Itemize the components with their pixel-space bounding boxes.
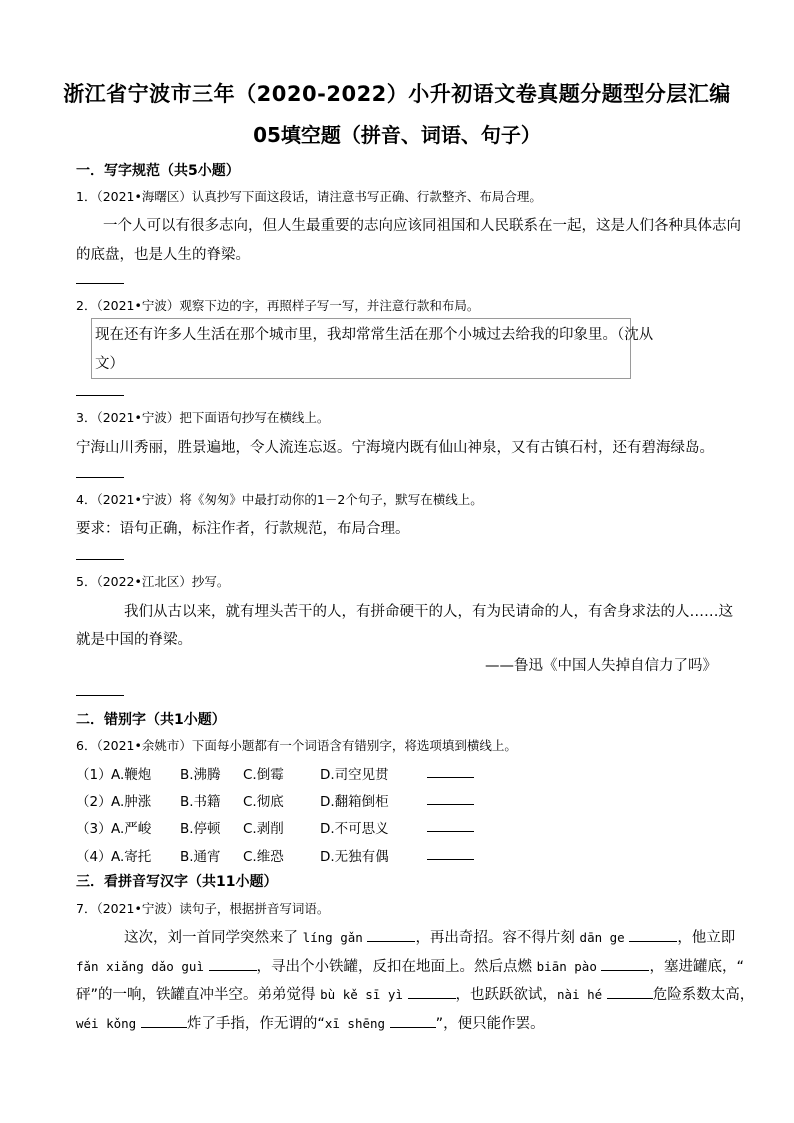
q7-line3-text-c: 危险系数太高，: [652, 987, 755, 1003]
q7-blank-3[interactable]: [209, 958, 257, 971]
question-1-text-line1: 一个人可以有很多志向，但人生最重要的志向应该同祖国和人民联系在一起，这是人们各种具体志向: [103, 218, 741, 234]
question-5-stem: 5．（2022•江北区）抄写。: [76, 574, 230, 589]
q7-pinyin-2: dān ge: [579, 930, 625, 945]
q7-pinyin-7: wéi kǒng: [76, 1016, 137, 1031]
question-4-stem: 4．（2021•宁波）将《匆匆》中最打动你的1－2个句子，默写在横线上。: [76, 492, 483, 507]
q7-blank-6[interactable]: [607, 986, 653, 999]
q6-row-4-option-a: A.寄托: [111, 849, 152, 865]
q6-row-1-answer-line[interactable]: [427, 777, 474, 778]
q7-line4-text-b: ”，便只能作罢。: [435, 1016, 545, 1032]
q7-line2-text-b: ，塞进罐底，“: [649, 959, 744, 975]
q6-row-4-answer-line[interactable]: [427, 859, 474, 860]
q7-pinyin-3: fǎn xiǎng dǎo guì: [76, 959, 204, 974]
q6-row-3-option-c: C.剥削: [243, 821, 284, 837]
question-7-line1: [124, 926, 735, 947]
q6-row-4-option-b: B.通宵: [180, 849, 221, 865]
question-1-answer-line[interactable]: [76, 283, 124, 284]
q7-line3-text-b: ，也跃跃欲试，: [455, 987, 558, 1003]
question-6-stem: 6．（2021•余姚市）下面每小题都有一个词语含有错别字，将选项填到横线上。: [76, 738, 517, 753]
q6-row-1-option-d: D.司空见贯: [320, 767, 389, 783]
question-5-source: ——鲁迅《中国人失掉自信力了吗》: [485, 658, 717, 674]
q7-line1-text-b: ，再出奇招。容不得片刻: [415, 930, 580, 946]
section-heading-writing: 一．写字规范（共5小题）: [76, 163, 240, 179]
q7-blank-7[interactable]: [141, 1015, 187, 1028]
section-heading-pinyin: 三．看拼音写汉字（共11小题）: [76, 874, 278, 890]
q6-row-2-option-d: D.翻箱倒柜: [320, 794, 389, 810]
q7-pinyin-4: biān pào: [536, 959, 597, 974]
q6-row-3-number: （3）: [76, 821, 112, 837]
q6-row-3-option-a: A.严峻: [111, 821, 152, 837]
q7-line2-text-a: ，寻出个小铁罐，反扣在地面上。然后点燃: [256, 959, 537, 975]
question-2-answer-line[interactable]: [76, 395, 124, 396]
q7-blank-4[interactable]: [601, 958, 649, 971]
question-2-sample-box: [91, 318, 654, 379]
q6-row-3-option-b: B.停顿: [180, 821, 221, 837]
question-7-line3: [76, 983, 754, 1004]
q7-blank-8[interactable]: [390, 1015, 436, 1028]
q6-row-1-option-c: C.倒霉: [243, 767, 284, 783]
document-subtitle: 05填空题（拼音、词语、句子）: [253, 123, 541, 147]
q7-pinyin-5: bù kě sī yì: [320, 987, 403, 1002]
q7-blank-2[interactable]: [629, 929, 677, 942]
q6-row-2-option-b: B.书籍: [180, 794, 221, 810]
question-1-stem: 1．（2021•海曙区）认真抄写下面这段话，请注意书写正确、行款整齐、布局合理。: [76, 189, 542, 204]
question-7-line2: [76, 955, 744, 976]
q6-row-3-option-d: D.不可思义: [320, 821, 389, 837]
question-2-stem: 2．（2021•宁波）观察下边的字，再照样子写一写，并注意行款和布局。: [76, 298, 480, 313]
question-2-box-line1: 现在还有许多人生活在那个城市里，我却常常生活在那个小城过去给我的印象里。（沈从: [95, 327, 654, 343]
question-5-text-line2: 就是中国的脊梁。: [76, 632, 192, 648]
q6-row-3-answer-line[interactable]: [427, 831, 474, 832]
q6-row-1-number: （1）: [76, 767, 112, 783]
q6-row-2-answer-line[interactable]: [427, 804, 474, 805]
q7-blank-1[interactable]: [367, 929, 415, 942]
q6-row-2-option-a: A.肿涨: [111, 794, 152, 810]
question-7-stem: 7．（2021•宁波）读句子，根据拼音写词语。: [76, 901, 330, 916]
q7-line3-text-a: 砰”的一响，铁罐直冲半空。弟弟觉得: [76, 987, 321, 1003]
q7-blank-5[interactable]: [408, 986, 456, 999]
question-3-text: 宁海山川秀丽，胜景遍地，令人流连忘返。宁海境内既有仙山神泉，又有古镇石村，还有碧海绿岛。: [76, 440, 714, 456]
question-3-answer-line[interactable]: [76, 477, 124, 478]
question-1-text-line2: 的底盘，也是人生的脊梁。: [76, 247, 250, 263]
q6-row-1-option-a: A.鞭炮: [111, 767, 152, 783]
q6-row-4-option-c: C.维恐: [243, 849, 284, 865]
question-5-text-line1: 我们从古以来，就有埋头苦干的人，有拼命硬干的人，有为民请命的人，有舍身求法的人……这: [124, 604, 733, 620]
q7-line1-text-a: 这次，刘一首同学突然来了: [124, 930, 303, 946]
q6-row-2-option-c: C.彻底: [243, 794, 284, 810]
q6-row-4-number: （4）: [76, 849, 112, 865]
question-5-answer-line[interactable]: [76, 695, 124, 696]
q7-pinyin-6: nài hé: [557, 987, 603, 1002]
section-heading-typos: 二．错别字（共1小题）: [76, 712, 226, 728]
question-3-stem: 3．（2021•宁波）把下面语句抄写在横线上。: [76, 410, 330, 425]
question-7-line4: [76, 1012, 545, 1033]
q6-row-1-option-b: B.沸腾: [180, 767, 221, 783]
q7-pinyin-8: xī shēng: [324, 1016, 386, 1031]
q6-row-4-option-d: D.无独有偶: [320, 849, 389, 865]
q7-line1-text-c: ，他立即: [677, 930, 736, 946]
document-title: 浙江省宁波市三年（2020-2022）小升初语文卷真题分题型分层汇编: [63, 82, 731, 106]
question-4-answer-line[interactable]: [76, 559, 124, 560]
question-2-box-line2: 文）: [95, 356, 124, 372]
q7-pinyin-1: líng gǎn: [302, 930, 363, 945]
question-4-requirement: 要求：语句正确，标注作者，行款规范，布局合理。: [76, 521, 410, 537]
q7-line4-text-a: 炸了手指，作无谓的“: [186, 1016, 325, 1032]
q6-row-2-number: （2）: [76, 794, 112, 810]
